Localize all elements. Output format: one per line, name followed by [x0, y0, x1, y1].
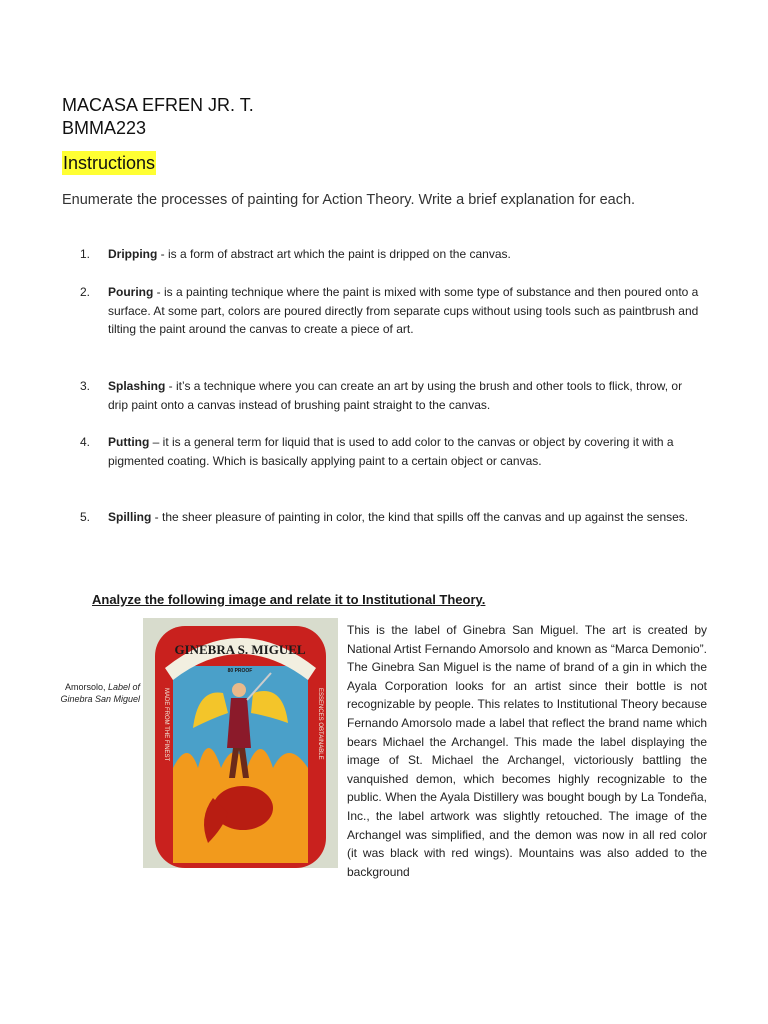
list-item-pouring: [80, 283, 700, 339]
label-side-text-left: MADE FROM THE FINEST: [163, 688, 169, 762]
student-name: MACASA EFREN JR. T.: [62, 95, 254, 115]
label-side-text-right: ESSENCES OBTAINABLE: [317, 688, 323, 760]
process-term: Spilling: [108, 510, 152, 524]
process-term: Putting: [108, 435, 150, 449]
analyze-heading: Analyze the following image and relate it to Institutional Theory.: [92, 592, 486, 607]
process-description: - is a painting technique where the paint is mixed with some type of substance and then poured onto a surface. At some part, colors are poured directly from separate cups without using tools such as paintbrush and tilting the paint around the canvas to create a piece of art.: [108, 285, 699, 336]
process-description: - the sheer pleasure of painting in color, the kind that spills off the canvas and up against the senses.: [151, 510, 689, 524]
list-number: 4.: [80, 435, 91, 449]
process-description: - is a form of abstract art which the paint is dripped on the canvas.: [157, 247, 511, 261]
process-term: Dripping: [108, 247, 158, 261]
list-item-dripping: [80, 245, 700, 264]
caption-artist: Amorsolo,: [64, 682, 106, 692]
list-number: 5.: [80, 510, 91, 524]
list-number: 1.: [80, 247, 91, 261]
label-brand-text: GINEBRA S. MIGUEL: [174, 642, 306, 657]
analysis-paragraph: This is the label of Ginebra San Miguel. The art is created by National Artist Fernando Amorsolo and known as “Marca Demonio”. The Ginebra San Miguel is the name of brand of a gin in which the Ayala Corporation looks for an artist since their bottle is not recognizable by people. This relates to Institutional Theory because Fernando Amorsolo made a label that reflect the brand name which bears Michael the Archangel. This made the label displaying the image of St. Michael the Archangel, victoriously battling the vanquished demon, which becomes highly recognizable to the public. When the Ayala Distillery was bought bough by La Tondeña, Inc., the label artwork was slightly retouched. The image of the Archangel was simplified, and the demon was now in all red color (it was black with red wings). Mountains was also added to the background: [347, 623, 707, 879]
instructions-heading: Instructions: [63, 153, 156, 173]
process-term: Splashing: [108, 379, 166, 393]
list-item-splashing: [80, 377, 700, 414]
process-term: Pouring: [108, 285, 154, 299]
list-item-spilling: [80, 508, 700, 527]
list-item-putting: [80, 433, 700, 470]
instructions-prompt: Enumerate the processes of painting for Action Theory. Write a brief explanation for each.: [62, 192, 636, 208]
archangel-body: [227, 698, 251, 748]
process-description: – it is a general term for liquid that is used to add color to the canvas or object by covering it with a pigmented coating. Which is basically applying paint to a certain object or canvas.: [108, 435, 674, 468]
label-proof-text: 80 PROOF: [227, 668, 253, 674]
image-caption: [60, 681, 140, 705]
course-code: BMMA223: [62, 118, 147, 138]
caption-title: Label of Ginebra San Miguel: [60, 682, 140, 704]
process-description: - it’s a technique where you can create an art by using the brush and other tools to flick, throw, or drip paint onto a canvas instead of brushing paint straight to the canvas.: [108, 379, 683, 412]
ginebra-label-image: [143, 618, 338, 868]
archangel-head: [232, 683, 246, 697]
list-number: 3.: [80, 379, 91, 393]
list-number: 2.: [80, 285, 91, 299]
